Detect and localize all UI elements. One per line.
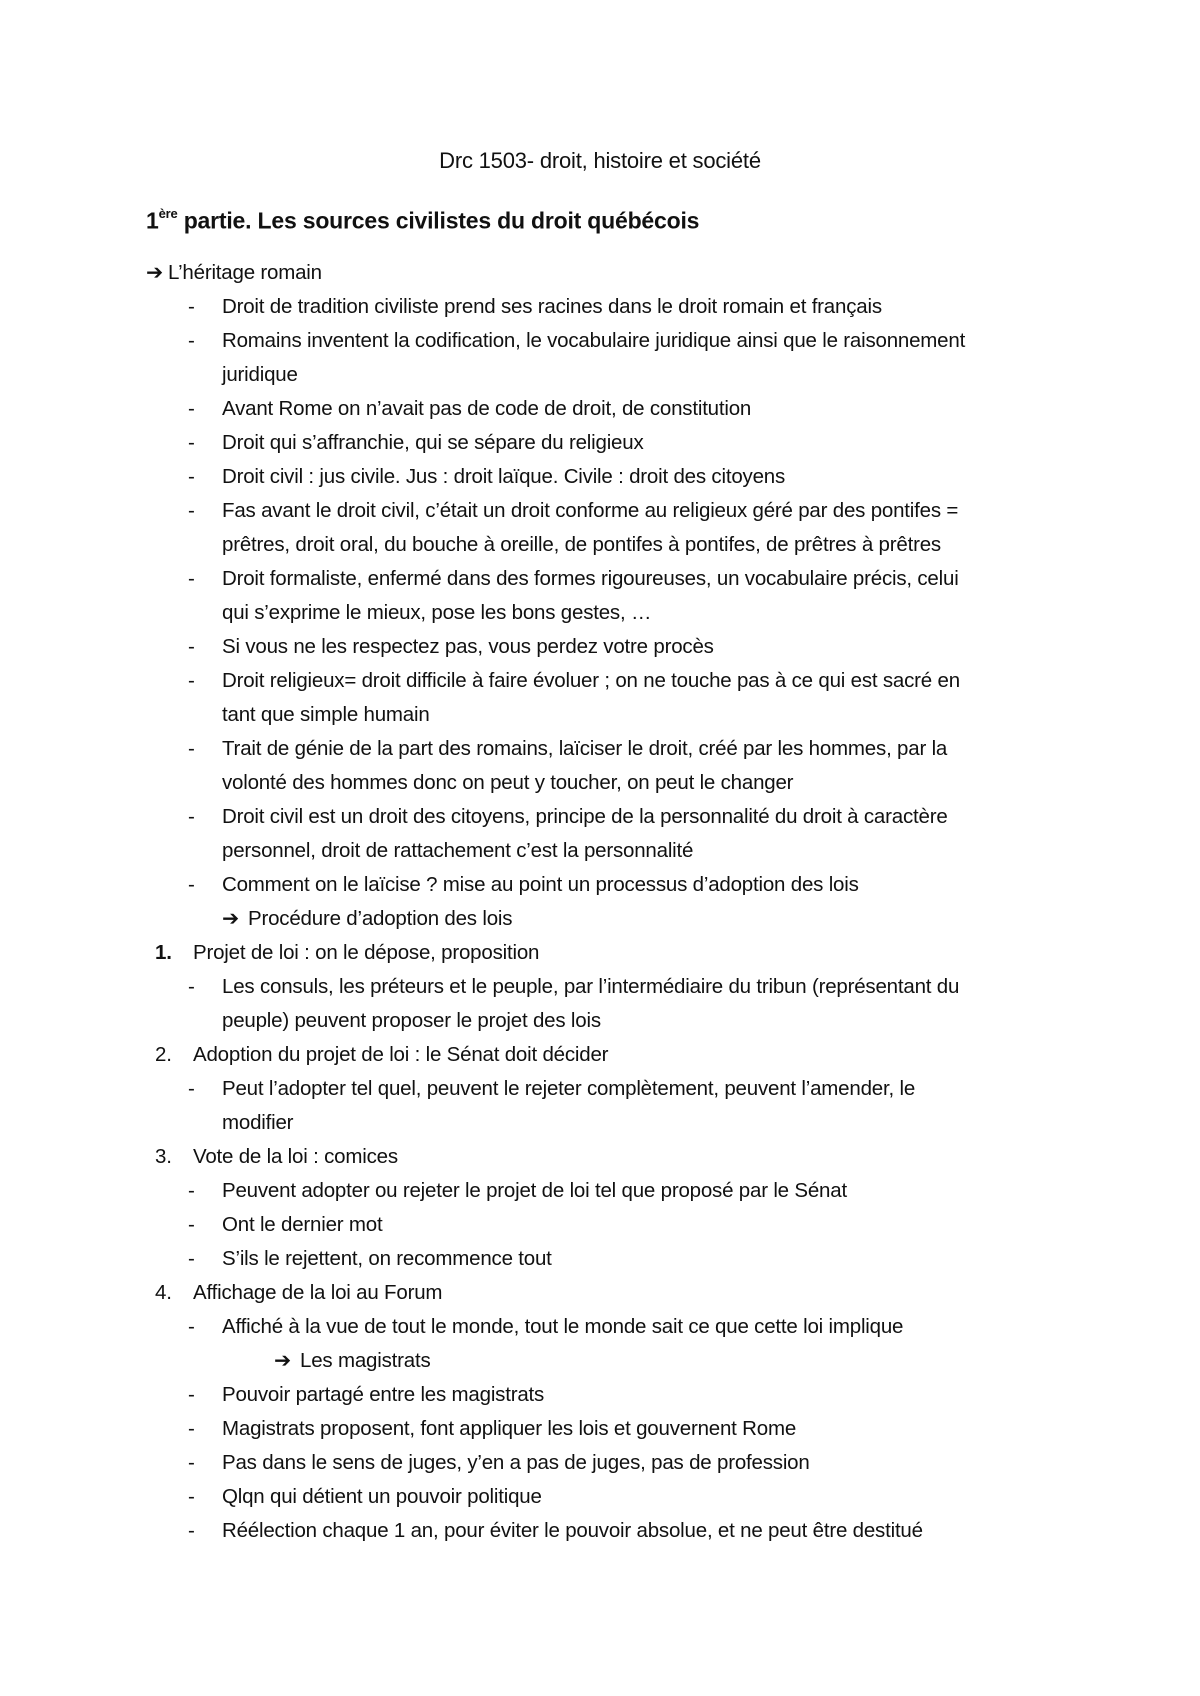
line-text: L’héritage romain — [168, 261, 322, 284]
document-line — [0, 630, 1200, 664]
document-line — [0, 902, 1200, 936]
line-text: Magistrats proposent, font appliquer les lois et gouvernent Rome — [222, 1417, 797, 1440]
bullet-dash: - — [188, 635, 195, 658]
arrow-icon: ➔ — [222, 907, 239, 930]
section-heading — [146, 200, 699, 237]
line-text: Affiché à la vue de tout le monde, tout le monde sait ce que cette loi implique — [222, 1315, 904, 1338]
line-text: Droit qui s’affranchie, qui se sépare du religieux — [222, 431, 644, 454]
document-line — [0, 596, 1200, 630]
document-line — [0, 494, 1200, 528]
line-text: Romains inventent la codification, le vocabulaire juridique ainsi que le raisonnement — [222, 329, 966, 352]
heading-text: partie. Les sources civilistes du droit québécois — [177, 207, 700, 234]
bullet-dash: - — [188, 1383, 195, 1406]
document-line — [0, 766, 1200, 800]
bullet-dash: - — [188, 1451, 195, 1474]
document-line — [0, 1378, 1200, 1412]
line-text: Projet de loi : on le dépose, proposition — [193, 941, 540, 964]
line-text: prêtres, droit oral, du bouche à oreille, de pontifes à pontifes, de prêtres à prêtres — [222, 533, 941, 556]
bullet-dash: - — [188, 1179, 195, 1202]
bullet-dash: - — [188, 431, 195, 454]
document-line — [0, 426, 1200, 460]
document-line — [0, 1072, 1200, 1106]
line-text: volonté des hommes donc on peut y toucher, on peut le changer — [222, 771, 794, 794]
document-line — [0, 1480, 1200, 1514]
document-line — [0, 1242, 1200, 1276]
document-line — [0, 324, 1200, 358]
document-line — [0, 868, 1200, 902]
line-text: Réélection chaque 1 an, pour éviter le pouvoir absolue, et ne peut être destitué — [222, 1519, 923, 1542]
arrow-icon: ➔ — [274, 1349, 291, 1372]
bullet-dash: - — [188, 873, 195, 896]
document-line — [0, 800, 1200, 834]
line-text: Comment on le laïcise ? mise au point un processus d’adoption des lois — [222, 873, 859, 896]
list-number: 2. — [155, 1043, 172, 1066]
document-body — [0, 256, 1200, 1548]
document-line — [0, 562, 1200, 596]
document-line — [0, 1310, 1200, 1344]
bullet-dash: - — [188, 465, 195, 488]
heading-ordinal-suffix: ère — [158, 206, 178, 221]
bullet-dash: - — [188, 805, 195, 828]
arrow-icon: ➔ — [146, 261, 163, 284]
document-line — [0, 1514, 1200, 1548]
line-text: Qlqn qui détient un pouvoir politique — [222, 1485, 542, 1508]
line-text: Pouvoir partagé entre les magistrats — [222, 1383, 545, 1406]
document-line — [0, 256, 1200, 290]
line-text: Peuvent adopter ou rejeter le projet de loi tel que proposé par le Sénat — [222, 1179, 847, 1202]
line-text: Ont le dernier mot — [222, 1213, 383, 1236]
line-text: S’ils le rejettent, on recommence tout — [222, 1247, 552, 1270]
document-line — [0, 1276, 1200, 1310]
document-line — [0, 698, 1200, 732]
bullet-dash: - — [188, 567, 195, 590]
document-line — [0, 1412, 1200, 1446]
line-text: Droit formaliste, enfermé dans des formes rigoureuses, un vocabulaire précis, celui — [222, 567, 959, 590]
document-line — [0, 1208, 1200, 1242]
bullet-dash: - — [188, 1417, 195, 1440]
line-text: Avant Rome on n’avait pas de code de droit, de constitution — [222, 397, 752, 420]
line-text: Les magistrats — [300, 1349, 431, 1372]
line-text: Trait de génie de la part des romains, laïciser le droit, créé par les hommes, par la — [222, 737, 948, 760]
line-text: Pas dans le sens de juges, y’en a pas de juges, pas de profession — [222, 1451, 810, 1474]
bullet-dash: - — [188, 295, 195, 318]
line-text: modifier — [222, 1111, 294, 1134]
document-line — [0, 732, 1200, 766]
document-line — [0, 1140, 1200, 1174]
document-line — [0, 834, 1200, 868]
document-line — [0, 1106, 1200, 1140]
document-line — [0, 1004, 1200, 1038]
list-number: 1. — [155, 941, 172, 964]
line-text: Droit religieux= droit difficile à faire évoluer ; on ne touche pas à ce qui est sacré en — [222, 669, 960, 692]
bullet-dash: - — [188, 1213, 195, 1236]
line-text: Fas avant le droit civil, c’était un droit conforme au religieux géré par des pontifes = — [222, 499, 959, 522]
document-line — [0, 1038, 1200, 1072]
document-line — [0, 358, 1200, 392]
document-line — [0, 936, 1200, 970]
bullet-dash: - — [188, 499, 195, 522]
bullet-dash: - — [188, 737, 195, 760]
document-line — [0, 460, 1200, 494]
bullet-dash: - — [188, 329, 195, 352]
document-line — [0, 528, 1200, 562]
document-line — [0, 290, 1200, 324]
bullet-dash: - — [188, 1519, 195, 1542]
heading-ordinal: 1 — [146, 207, 159, 234]
document-line — [0, 664, 1200, 698]
line-text: peuple) peuvent proposer le projet des lois — [222, 1009, 601, 1032]
line-text: Les consuls, les préteurs et le peuple, par l’intermédiaire du tribun (représentant du — [222, 975, 960, 998]
line-text: Droit civil : jus civile. Jus : droit laïque. Civile : droit des citoyens — [222, 465, 786, 488]
bullet-dash: - — [188, 1247, 195, 1270]
line-text: Si vous ne les respectez pas, vous perdez votre procès — [222, 635, 714, 658]
bullet-dash: - — [188, 1485, 195, 1508]
bullet-dash: - — [188, 397, 195, 420]
line-text: Procédure d’adoption des lois — [248, 907, 513, 930]
line-text: juridique — [222, 363, 298, 386]
line-text: qui s’exprime le mieux, pose les bons gestes, … — [222, 601, 652, 624]
bullet-dash: - — [188, 1077, 195, 1100]
document-line — [0, 1344, 1200, 1378]
line-text: Droit civil est un droit des citoyens, principe de la personnalité du droit à caractère — [222, 805, 948, 828]
bullet-dash: - — [188, 975, 195, 998]
list-number: 3. — [155, 1145, 172, 1168]
bullet-dash: - — [188, 669, 195, 692]
list-number: 4. — [155, 1281, 172, 1304]
line-text: personnel, droit de rattachement c’est la personnalité — [222, 839, 694, 862]
line-text: Affichage de la loi au Forum — [193, 1281, 443, 1304]
line-text: Vote de la loi : comices — [193, 1145, 398, 1168]
bullet-dash: - — [188, 1315, 195, 1338]
line-text: tant que simple humain — [222, 703, 430, 726]
page-title: Drc 1503- droit, histoire et société — [439, 148, 761, 173]
document-line — [0, 970, 1200, 1004]
line-text: Droit de tradition civiliste prend ses racines dans le droit romain et français — [222, 295, 882, 318]
document-line — [0, 392, 1200, 426]
line-text: Adoption du projet de loi : le Sénat doit décider — [193, 1043, 609, 1066]
document-line — [0, 1446, 1200, 1480]
line-text: Peut l’adopter tel quel, peuvent le rejeter complètement, peuvent l’amender, le — [222, 1077, 916, 1100]
document-line — [0, 1174, 1200, 1208]
